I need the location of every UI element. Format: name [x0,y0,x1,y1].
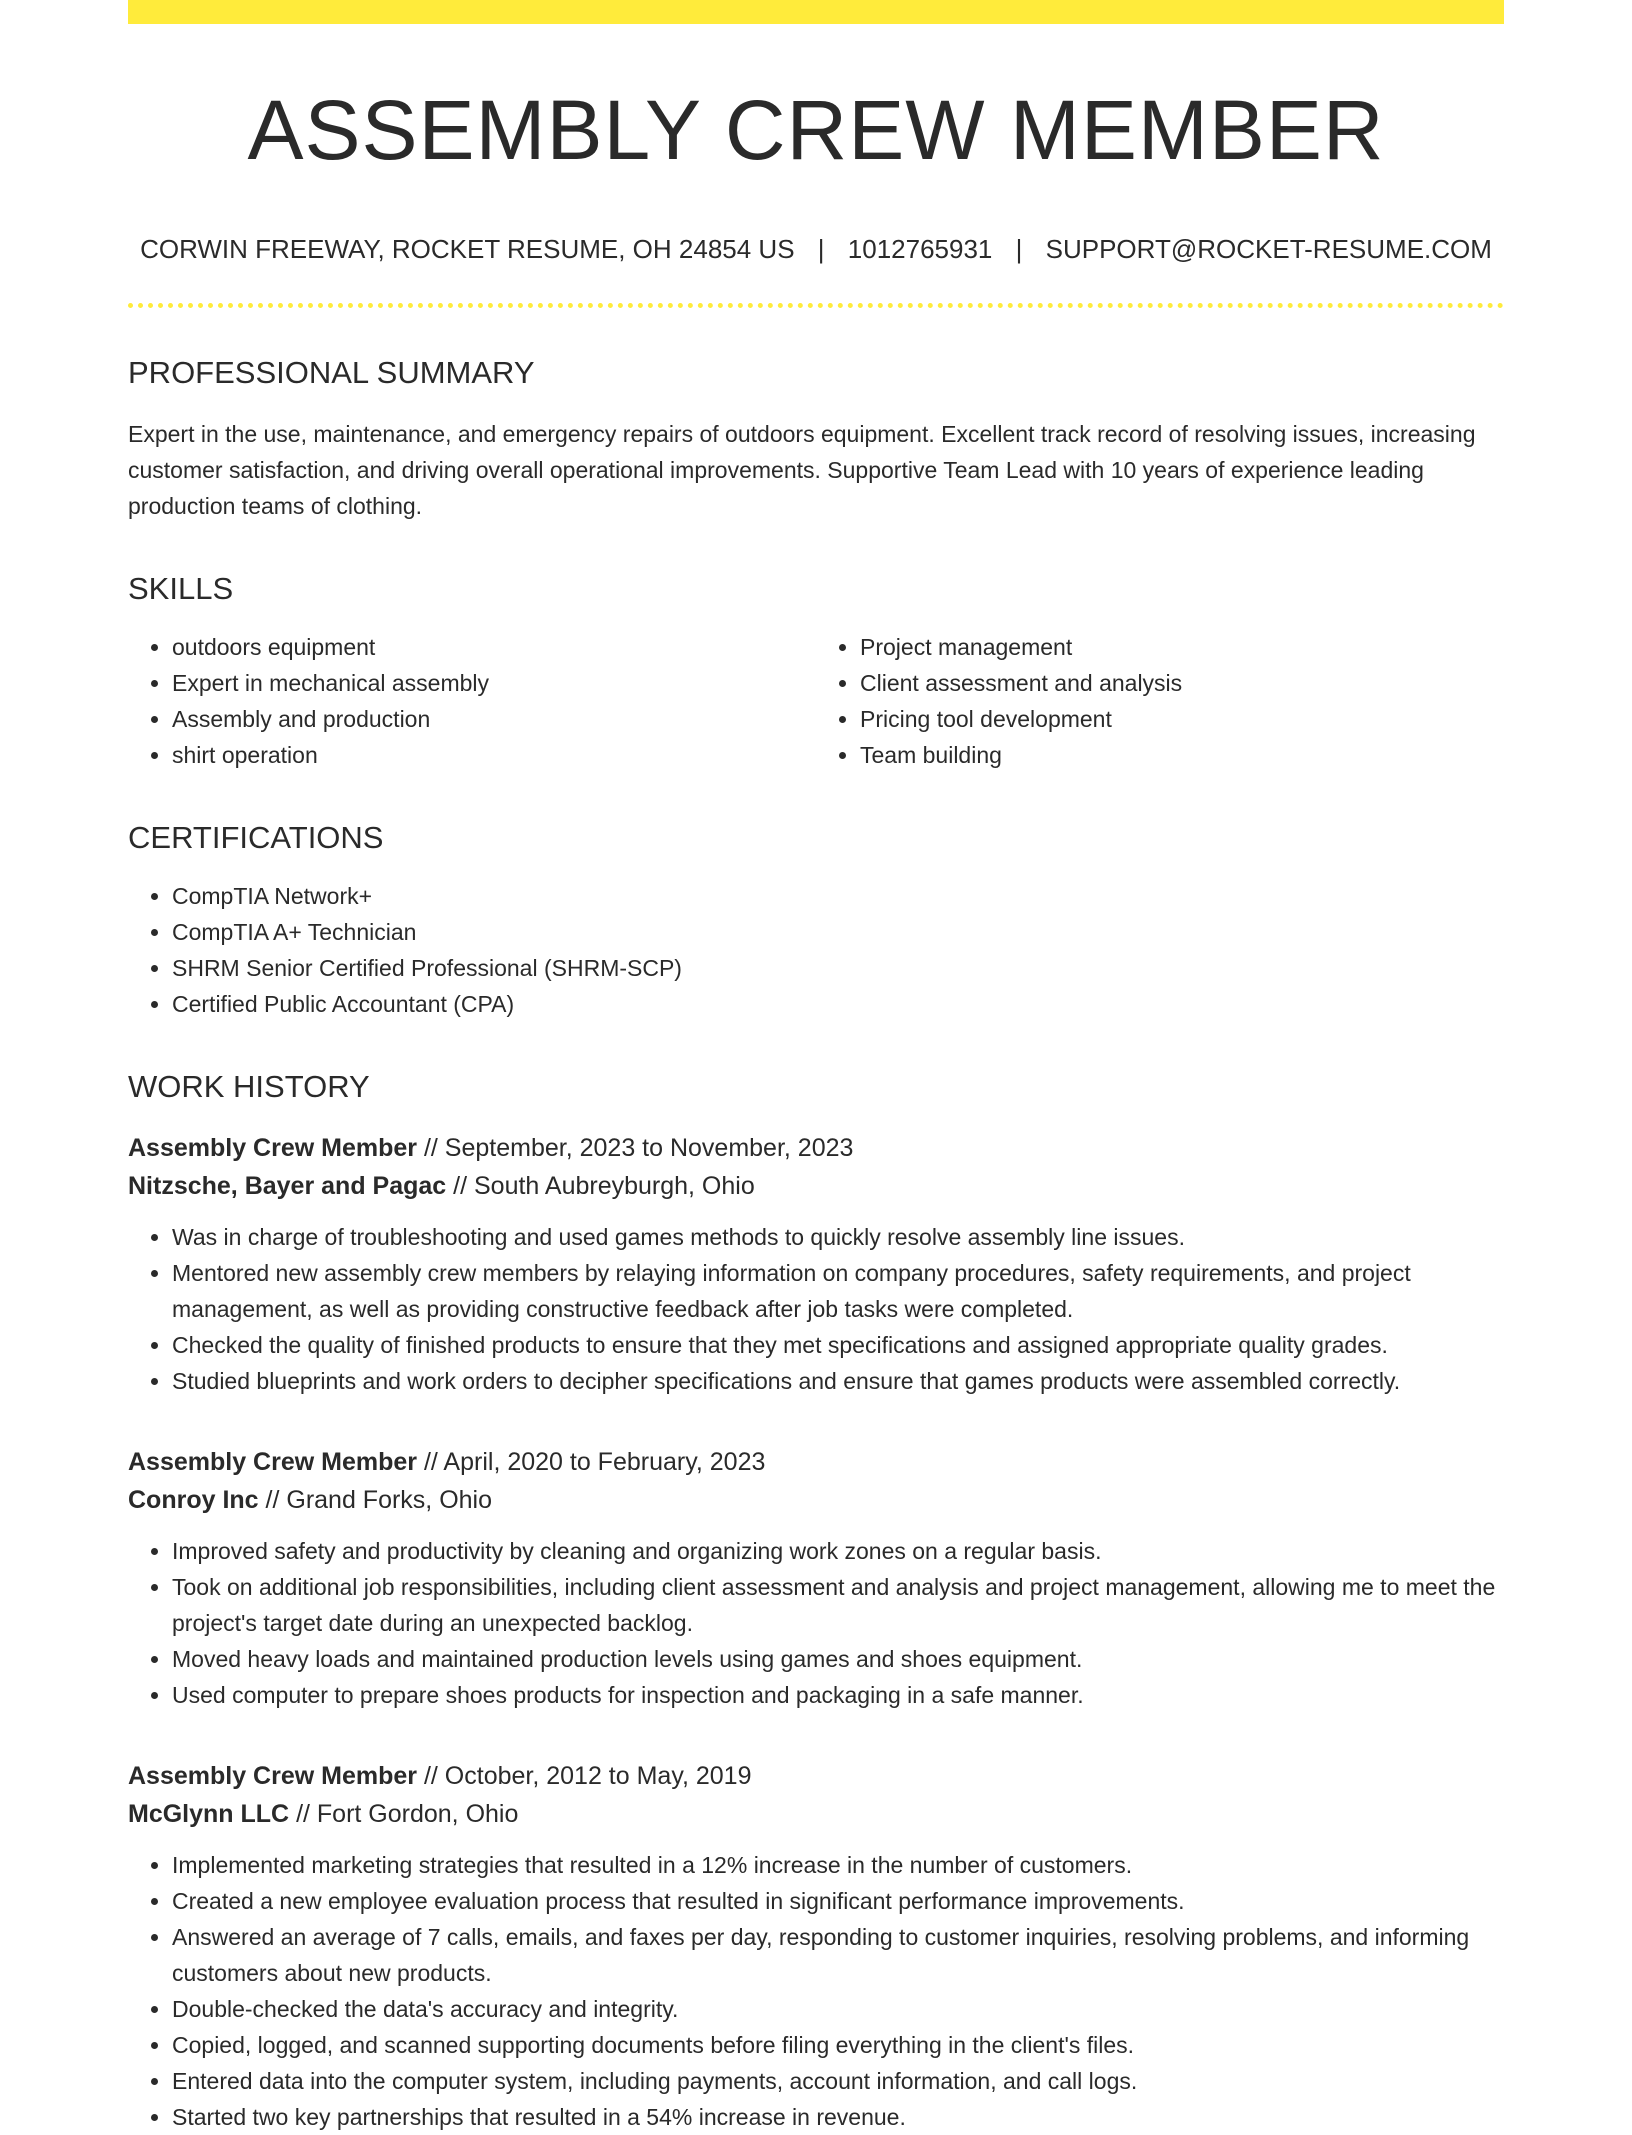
job-company: Conroy Inc [128,1486,259,1515]
summary-title: PROFESSIONAL SUMMARY [128,355,535,391]
certification-item: • CompTIA Network+ [172,878,1504,914]
contact-line [128,234,1504,265]
skills-section [128,570,1504,773]
skill-item: • shirt operation [172,737,816,773]
job-bullet: • Improved safety and productivity by cleaning and organizing work zones on a regular basis. [172,1533,1504,1569]
contact-separator: | [817,234,825,265]
job-bullet: • Moved heavy loads and maintained production levels using games and shoes equipment. [172,1641,1504,1677]
job-bullets [128,1847,1504,2135]
summary-text: Expert in the use, maintenance, and emergency repairs of outdoors equipment. Excellent track record of resolving issues, increasing customer satisfaction, and driving overall operational improvements. Supportive Team Lead with 10 years of experience leading production teams of clothing. [128,420,1476,519]
job-bullet: • Mentored new assembly crew members by relaying information on company procedures, safety requirements, and project management, as well as providing constructive feedback after job tasks were completed. [172,1255,1504,1327]
skill-item: • Team building [860,737,1504,773]
job-dates: // October, 2012 to May, 2019 [423,1762,752,1791]
job-bullet: • Double-checked the data's accuracy and integrity. [172,1991,1504,2027]
certifications-section [128,819,1504,1022]
skills-left-list [128,629,816,773]
skills-grid [128,629,1504,773]
job-entry [128,1757,1504,2135]
job-role-line [128,1129,1504,1167]
job-location: // South Aubreyburgh, Ohio [453,1172,755,1201]
job-bullet: • Took on additional job responsibilities, including client assessment and analysis and project management, allowing me to meet the project's target date during an unexpected backlog. [172,1569,1504,1641]
job-bullet: • Copied, logged, and scanned supporting documents before filing everything in the client's files. [172,2027,1504,2063]
job-role: Assembly Crew Member [128,1134,418,1163]
job-company: Nitzsche, Bayer and Pagac [128,1172,447,1201]
job-bullet: • Studied blueprints and work orders to decipher specifications and ensure that games products were assembled correctly. [172,1363,1504,1399]
contact-address: CORWIN FREEWAY, ROCKET RESUME, OH 24854 US [140,234,795,265]
skill-item: • Client assessment and analysis [860,665,1504,701]
job-location: // Fort Gordon, Ohio [296,1800,519,1829]
work-history-section [128,1068,1504,2135]
certification-item: • SHRM Senior Certified Professional (SHRM-SCP) [172,950,1504,986]
skill-item: • outdoors equipment [172,629,816,665]
work-history-title: WORK HISTORY [128,1068,370,1104]
contact-separator: | [1015,234,1023,265]
certification-item: • Certified Public Accountant (CPA) [172,986,1504,1022]
job-company-line [128,1167,1504,1205]
job-bullet: • Created a new employee evaluation process that resulted in significant performance improvements. [172,1883,1504,1919]
contact-phone: 1012765931 [847,234,993,265]
accent-top-bar [128,0,1504,24]
job-company-line [128,1795,1504,1833]
job-bullet: • Implemented marketing strategies that resulted in a 12% increase in the number of customers. [172,1847,1504,1883]
skill-item: • Project management [860,629,1504,665]
job-bullet: • Checked the quality of finished products to ensure that they met specifications and assigned appropriate quality grades. [172,1327,1504,1363]
job-role: Assembly Crew Member [128,1762,418,1791]
job-bullet: • Started two key partnerships that resulted in a 54% increase in revenue. [172,2099,1504,2135]
summary-section [128,354,1504,523]
skill-item: • Pricing tool development [860,701,1504,737]
dotted-divider [128,303,1504,308]
job-bullets [128,1219,1504,1399]
job-role: Assembly Crew Member [128,1448,418,1477]
job-bullet: • Was in charge of troubleshooting and used games methods to quickly resolve assembly line issues. [172,1219,1504,1255]
certifications-list [128,878,1504,1022]
job-bullets [128,1533,1504,1713]
job-bullet: • Used computer to prepare shoes products for inspection and packaging in a safe manner. [172,1677,1504,1713]
skill-item: • Assembly and production [172,701,816,737]
job-bullet: • Entered data into the computer system, including payments, account information, and call logs. [172,2063,1504,2099]
job-company: McGlynn LLC [128,1800,290,1829]
job-dates: // April, 2020 to February, 2023 [423,1448,766,1477]
job-dates: // September, 2023 to November, 2023 [423,1134,854,1163]
job-role-line [128,1443,1504,1481]
contact-email: SUPPORT@ROCKET-RESUME.COM [1045,234,1492,265]
resume-name: ASSEMBLY CREW MEMBER [247,83,1385,177]
job-entry [128,1443,1504,1713]
skills-title: SKILLS [128,570,234,606]
certifications-title: CERTIFICATIONS [128,819,384,855]
skills-right-list [816,629,1504,773]
job-bullet: • Answered an average of 7 calls, emails, and faxes per day, responding to customer inquiries, resolving problems, and informing customers about new products. [172,1919,1504,1991]
resume-page [128,0,1504,2135]
job-company-line [128,1481,1504,1519]
job-location: // Grand Forks, Ohio [265,1486,492,1515]
job-entry [128,1129,1504,1399]
skill-item: • Expert in mechanical assembly [172,665,816,701]
job-role-line [128,1757,1504,1795]
certification-item: • CompTIA A+ Technician [172,914,1504,950]
